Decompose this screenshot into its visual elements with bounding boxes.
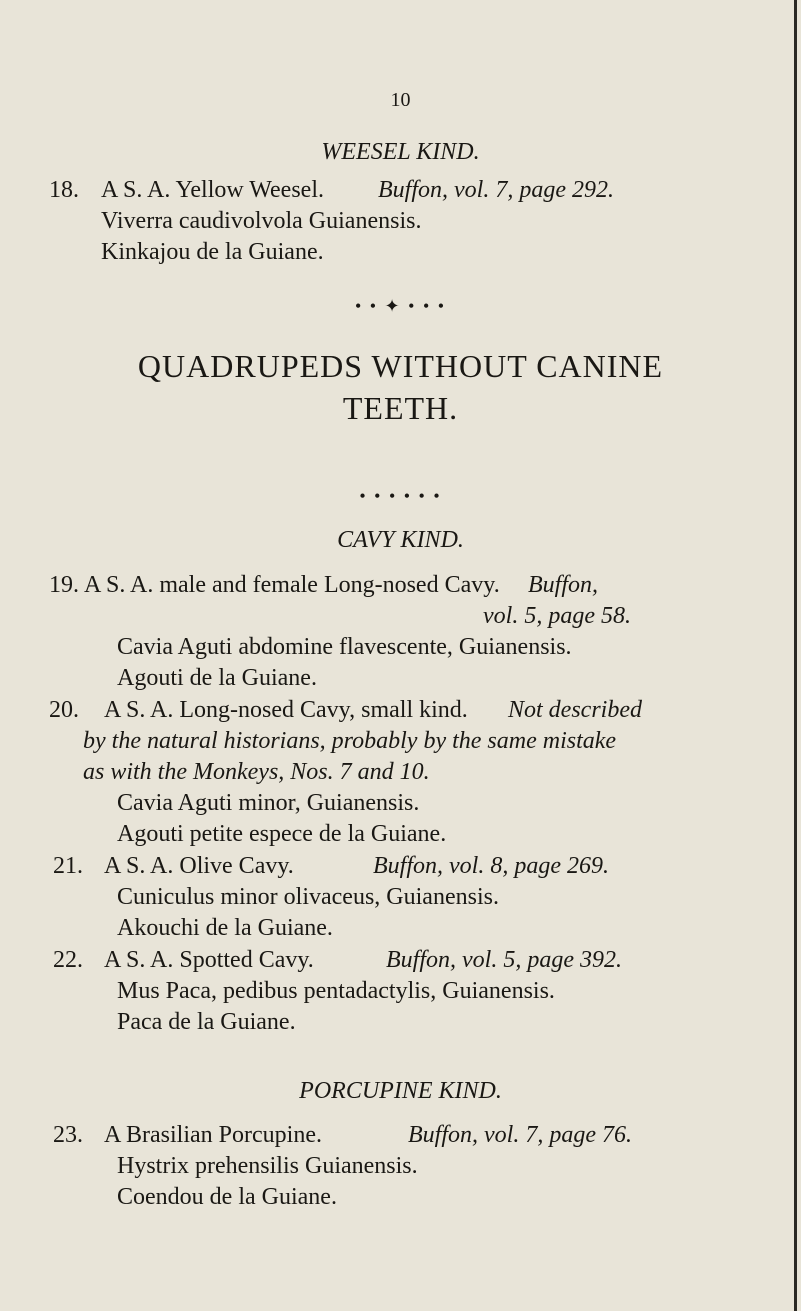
entry-19-reference-cont: vol. 5, page 58.: [483, 603, 631, 629]
section-heading-porcupine: PORCUPINE KIND.: [299, 1078, 502, 1104]
entry-number-20: 20.: [49, 697, 79, 723]
entry-20-title: A S. A. Long-nosed Cavy, small kind.: [104, 697, 468, 723]
entry-21-title: A S. A. Olive Cavy.: [104, 853, 294, 879]
entry-21-french-name: Akouchi de la Guiane.: [117, 915, 333, 941]
entry-20-note-cont: by the natural historians, probably by the same mistake: [83, 728, 617, 754]
entry-19-french-name: Agouti de la Guiane.: [117, 665, 317, 691]
entry-18-latin-name: Viverra caudivolvola Guianensis.: [101, 208, 422, 234]
main-title-line-1: QUADRUPEDS WITHOUT CANINE: [137, 348, 664, 384]
entry-20-note: Not described: [508, 697, 642, 723]
entry-19-title: A S. A. male and female Long-nosed Cavy.: [84, 572, 500, 598]
entry-20-french-name: Agouti petite espece de la Guiane.: [117, 821, 447, 847]
entry-number-23: 23.: [53, 1122, 83, 1148]
section-heading-cavy: CAVY KIND.: [337, 527, 464, 553]
entry-number-22: 22.: [53, 947, 83, 973]
entry-23-reference: Buffon, vol. 7, page 76.: [408, 1122, 632, 1148]
entry-22-title: A S. A. Spotted Cavy.: [104, 947, 314, 973]
page-edge-divider: [794, 0, 797, 1311]
entry-20-latin-name: Cavia Aguti minor, Guianensis.: [117, 790, 420, 816]
entry-18-french-name: Kinkajou de la Guiane.: [101, 239, 324, 265]
entry-19-latin-name: Cavia Aguti abdomine flavescente, Guianensis.: [117, 634, 572, 660]
entry-19-reference: Buffon,: [528, 572, 598, 598]
entry-23-title: A Brasilian Porcupine.: [104, 1122, 322, 1148]
entry-22-french-name: Paca de la Guiane.: [117, 1009, 296, 1035]
entry-number-18: 18.: [49, 177, 79, 203]
entry-23-latin-name: Hystrix prehensilis Guianensis.: [117, 1153, 418, 1179]
entry-22-reference: Buffon, vol. 5, page 392.: [386, 947, 622, 973]
ornament-divider: • • ✦ • • •: [354, 296, 447, 316]
entry-21-latin-name: Cuniculus minor olivaceus, Guianensis.: [117, 884, 499, 910]
page-number: 10: [390, 89, 411, 111]
entry-number-21: 21.: [53, 853, 83, 879]
entry-18-title: A S. A. Yellow Weesel.: [101, 177, 324, 203]
entry-22-latin-name: Mus Paca, pedibus pentadactylis, Guianensis.: [117, 978, 555, 1004]
section-heading-weesel: WEESEL KIND.: [321, 139, 480, 165]
entry-23-french-name: Coendou de la Guiane.: [117, 1184, 337, 1210]
entry-21-reference: Buffon, vol. 8, page 269.: [373, 853, 609, 879]
entry-number-19: 19.: [49, 572, 79, 598]
main-title-line-2: TEETH.: [342, 390, 459, 426]
entry-18-reference: Buffon, vol. 7, page 292.: [378, 177, 614, 203]
ornament-divider: • • • • • •: [359, 486, 442, 506]
entry-20-note-end: as with the Monkeys, Nos. 7 and 10.: [83, 759, 430, 785]
